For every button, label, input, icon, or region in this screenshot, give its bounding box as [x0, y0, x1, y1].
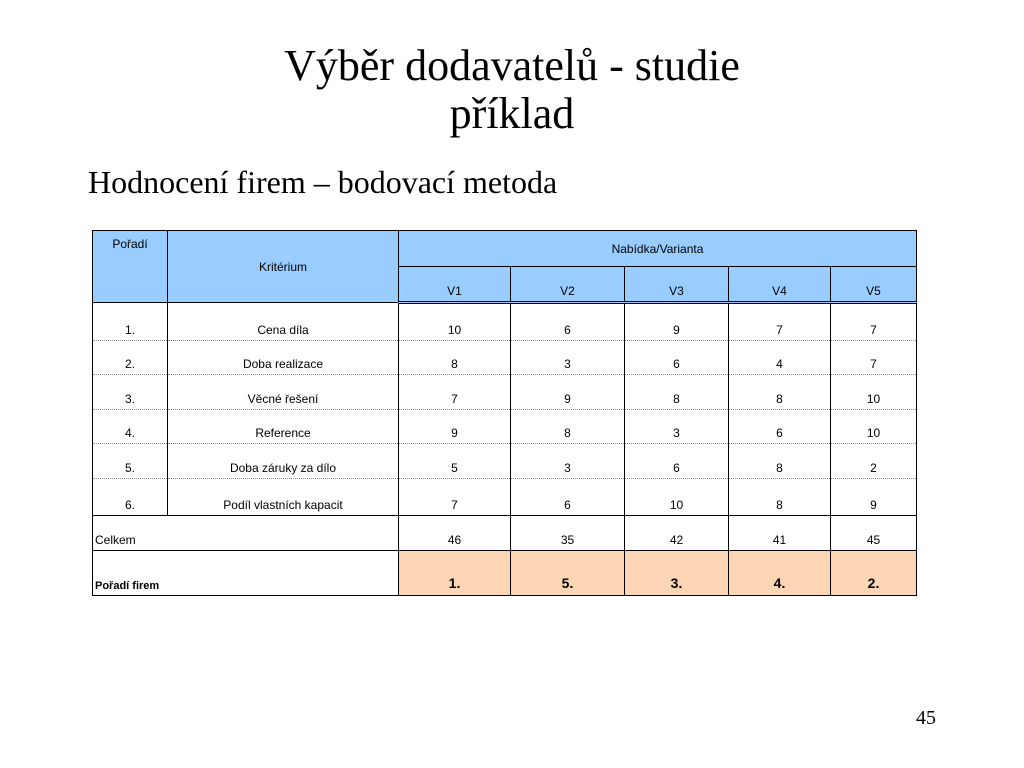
row-value: 7: [399, 479, 511, 516]
slide-subtitle: Hodnocení firem – bodovací metoda: [88, 164, 558, 200]
row-value: 2: [831, 444, 917, 479]
header-nabidka-varianta: Nabídka/Varianta: [399, 231, 917, 267]
row-value: 8: [511, 410, 625, 444]
table-row: [93, 375, 917, 410]
total-value: 42: [625, 516, 729, 551]
header-variant-v3: V3: [625, 267, 729, 303]
row-poradi: 4.: [93, 410, 168, 444]
table-row: [93, 479, 917, 516]
evaluation-table: [92, 230, 917, 596]
header-poradi: Pořadí: [93, 231, 168, 303]
rank-value: 4.: [729, 551, 831, 596]
slide-title: [0, 42, 1024, 138]
row-value: 7: [831, 341, 917, 375]
row-value: 10: [831, 410, 917, 444]
slide-title-line-1: Výběr dodavatelů - studie: [284, 41, 740, 90]
row-value: 9: [625, 303, 729, 341]
row-value: 3: [511, 444, 625, 479]
row-kriterium: Věcné řešení: [168, 375, 399, 410]
row-value: 3: [625, 410, 729, 444]
total-value: 35: [511, 516, 625, 551]
row-value: 8: [729, 479, 831, 516]
row-value: 6: [625, 444, 729, 479]
row-value: 7: [729, 303, 831, 341]
row-value: 6: [511, 303, 625, 341]
header-variant-v2: V2: [511, 267, 625, 303]
row-kriterium: Cena díla: [168, 303, 399, 341]
row-value: 10: [625, 479, 729, 516]
row-kriterium: Doba záruky za dílo: [168, 444, 399, 479]
row-value: 9: [511, 375, 625, 410]
row-kriterium: Reference: [168, 410, 399, 444]
row-value: 6: [729, 410, 831, 444]
page-number: 45: [916, 707, 936, 729]
row-kriterium: Doba realizace: [168, 341, 399, 375]
row-poradi: 6.: [93, 479, 168, 516]
row-value: 7: [399, 375, 511, 410]
table-row: [93, 410, 917, 444]
header-variant-v5: V5: [831, 267, 917, 303]
row-value: 8: [399, 341, 511, 375]
table-row: [93, 341, 917, 375]
total-value: 46: [399, 516, 511, 551]
rank-label: Pořadí firem: [93, 551, 399, 596]
rank-value: 1.: [399, 551, 511, 596]
row-value: 3: [511, 341, 625, 375]
table-row: [93, 303, 917, 341]
row-value: 5: [399, 444, 511, 479]
rank-value: 5.: [511, 551, 625, 596]
row-value: 10: [831, 375, 917, 410]
row-kriterium: Podíl vlastních kapacit: [168, 479, 399, 516]
row-poradi: 5.: [93, 444, 168, 479]
row-value: 8: [729, 375, 831, 410]
row-value: 9: [399, 410, 511, 444]
slide-title-line-2: příklad: [449, 89, 575, 138]
row-value: 8: [625, 375, 729, 410]
total-row: [93, 516, 917, 551]
row-poradi: 3.: [93, 375, 168, 410]
total-value: 45: [831, 516, 917, 551]
header-variant-v1: V1: [399, 267, 511, 303]
row-value: 9: [831, 479, 917, 516]
header-variant-v4: V4: [729, 267, 831, 303]
row-value: 6: [511, 479, 625, 516]
total-value: 41: [729, 516, 831, 551]
row-value: 6: [625, 341, 729, 375]
rank-value: 3.: [625, 551, 729, 596]
table-row: [93, 444, 917, 479]
row-value: 7: [831, 303, 917, 341]
row-value: 10: [399, 303, 511, 341]
row-value: 4: [729, 341, 831, 375]
total-label: Celkem: [93, 516, 399, 551]
rank-value: 2.: [831, 551, 917, 596]
header-kriterium: Kritérium: [168, 231, 399, 303]
row-poradi: 1.: [93, 303, 168, 341]
row-poradi: 2.: [93, 341, 168, 375]
row-value: 8: [729, 444, 831, 479]
rank-row: [93, 551, 917, 596]
